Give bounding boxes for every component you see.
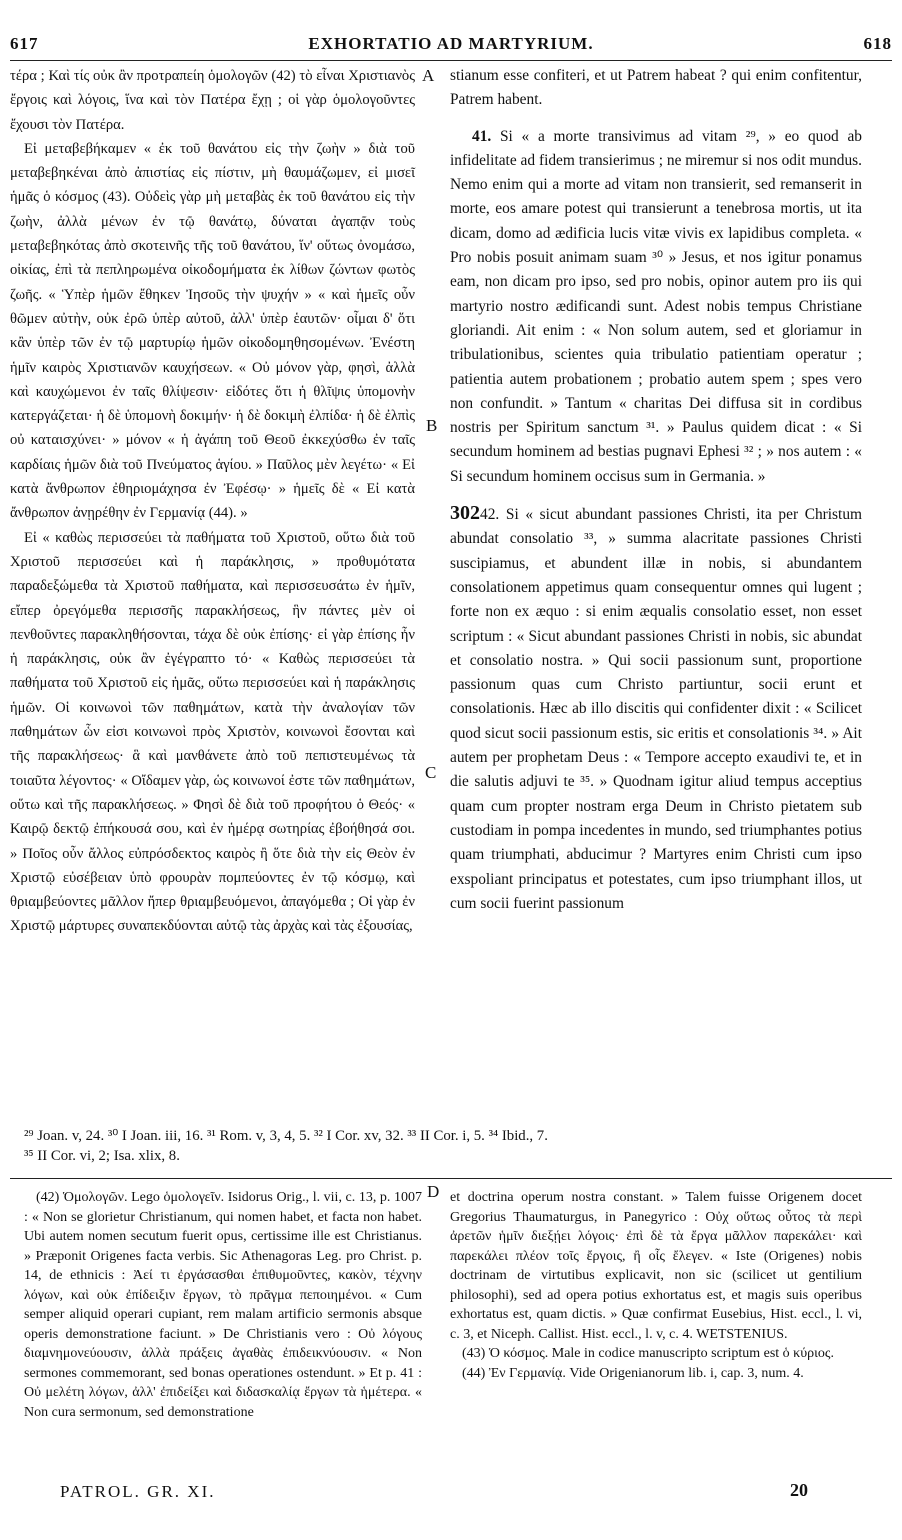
reference-line: ³⁵ II Cor. vi, 2; Isa. xlix, 8. (24, 1148, 180, 1164)
running-header (10, 34, 892, 60)
section-number: 42. (480, 506, 500, 524)
margin-letter-c: C (425, 763, 437, 782)
header-rule (10, 60, 892, 61)
footnote-42: (42) Ὁμολογῶν. Lego ὁμολογεῖν. Isidorus Orig., l. vii, c. 13, p. 1007 : « Non se glorietur Christianum, qui nomen habet, et facta non habet. Ubi autem nomen secutum fuerit opus, certissime ille est Christianus. » Præponit Origenes facta verbis. Sic Athenagoras Leg. pro Christ. p. 14, de ethnicis : Ἀεί τι ἐργάσασθαι ἐπιθυμοῦντες, κακὸν, τέχνην λόγων, καὶ οὐκ ἐπίδειξιν ἔργων, τὸ πρᾶγμα πεποιημένοι. « Cum semper aliquid operari cupiant, rem malam artificio sermonis absque operis demonstratione faciunt. » De Christianis vero : Οὐ λόγους διαμνημονεύουσιν, ἀλλὰ πράξεις ἀγαθὰς ἐπιδεικνύουσιν. « Non sermones commemorant, sed bonas operationes ostendunt. » Et p. 41 : Οὐ μελέτη λόγων, ἀλλ' ἐπιδείξει καὶ διδασκαλίᾳ ἔργων τὰ ἡμέτερα. « Non cura sermonum, sed demonstratione (24, 1190, 422, 1420)
latin-paragraph: 41. Si « a morte transivimus ad vitam ²⁹, » eo quod ab infidelitate ad fidem transierimus ; ne miremur si nos odit mundus. Nemo enim qui a morte ad vitam non transierit, sed remanserit in morte, eos amare potest qui transierunt a tenebrosa mortis, ut ita dicam, domo ad ædificia lucis vitæ vivis ex lapidibus completa. « Pro nobis posuit animam suam ³⁰ » Jesus, et nos igitur ponamus eam, non dicam pro ipso, sed pro nobis, opinor autem pro iis qui martyrio nostro ædificandi sunt. Adest nobis tempus Christiane gloriandi. Ait enim : « Non solum autem, sed et gloriamur in tribulationibus, scientes quia tribulatio patientiam operatur ; patientia autem probationem ; probatio autem spem ; spes vero non confundit. » Tantum « charitas Dei diffusa sit in cordibus nostris per Spiritum sanctum ³¹. » Paulus quidem dicat : « Si secundum hominem ad bestias pugnavi Ephesi ³² ; » nos autem : « Si secundum hominem occisus sum in Germania. » (450, 127, 862, 485)
footnote-rule (10, 1178, 892, 1179)
footnotes-left (24, 1188, 422, 1422)
greek-paragraph: Εἰ « καθὼς περισσεύει τὰ παθήματα τοῦ Χριστοῦ, οὕτω διὰ τοῦ Χριστοῦ περισσεύει καὶ ἡ παράκλησις, » προθυμότατα παραδεξώμεθα τὰ Χριστοῦ παθήματα, καὶ περισσευσάτω ἐν ἡμῖν, εἴπερ ὀρεγόμεθα περισσῆς παρακλήσεως, ἣν πάντες μὲν οἱ πενθοῦντες παρακληθήσονται, τάχα δὲ οὐκ ἐπίσης· εἰ γὰρ ἐπίσης ἦν ἡ παράκλησις, οὐκ ἂν ἐγέγραπτο τό· « Καθὼς περισσεύει τὰ παθήματα τοῦ Χριστοῦ εἰς ἡμᾶς, οὕτω περισσεύει καὶ ἡ παράκλησις ἡμῶν. Οἱ κοινωνοὶ τῶν παθημάτων, κατὰ τὴν ἀναλογίαν τῶν παθημάτων ὧν εἰσι κοινωνοὶ πρὸς Χριστὸν, κοινωνοὶ ἔσονται καὶ τῆς παρακλήσεως· ἃ καὶ μανθάνετε ἀπὸ τοῦ πεπιστευμένως τὰ τοιαῦτα λέγοντος· « Οἴδαμεν γὰρ, ὡς κοινωνοί ἐστε τῶν παθημάτων, οὕτω καὶ τῆς παρακλήσεως. » Φησὶ δὲ διὰ τοῦ προφήτου ὁ Θεός· « Καιρῷ δεκτῷ ἐπήκουσά σου, καὶ ἐν ἡμέρᾳ σωτηρίας ἐβοήθησά σοι. » Ποῖος οὖν ἄλλος εὐπρόσδεκτος καιρὸς ἢ ὅτε διὰ τὴν εἰς Θεὸν ἐν Χριστῷ εὐσέβειαν ὑπὸ φρουρὰν πομπεύοντες ἐν τῷ κόσμῳ, καὶ θριαμβεύοντες μᾶλλον ἤπερ θριαμβευόμενοι, ἀπαγόμεθα ; Οἱ γὰρ ἐν Χριστῷ μάρτυρες συναπεκδύονται αὐτῷ τὰς ἀρχὰς καὶ τὰς ἐξουσίας, (10, 529, 415, 935)
page-number-right: 618 (863, 34, 892, 53)
footnote-42-continued: et doctrina operum nostra constant. » Talem fuisse Origenem docet Gregorius Thaumaturgus, in Panegyrico : Οὐχ οὕτως οὗτος τὰ περὶ ἀρετῶν ἡμῖν διεξῄει λόγοις· ἐπὶ δὲ τὰ ἔργα μᾶλλον παρεκάλει· καὶ παρεκάλει πλέον τοῖς ἔργοις, ἢ οἷς ἔλεγεν. « Iste (Origenes) nobis doctrinam de virtutibus explicavit, non sic (scilicet ut gentilium philosophi), sed ad opera potius exhortatus est, et magis suis operibus exhortatus est, quam dictis. » Quæ confirmat Eusebius, Hist. eccl., l. vi, c. 3, et Niceph. Callist. Hist. eccl., l. v, c. 4. WETSTENIUS. (450, 1190, 862, 1342)
greek-paragraph: Εἰ μεταβεβήκαμεν « ἐκ τοῦ θανάτου εἰς τὴν ζωὴν » διὰ τοῦ μεταβεβηκέναι ἀπὸ ἀπιστίας εἰς πίστιν, μὴ θαυμάζωμεν, εἰ μισεῖ ἡμᾶς ὁ κόσμος (43). Οὐδεὶς γὰρ μὴ μεταβὰς ἐκ τοῦ θανάτου εἰς τὴν ζωὴν, ἀλλὰ μένων ἐν τῷ θανάτῳ, δύναται ἀγαπᾷν τοὺς μεταβεβηκότας ἀπὸ σκοτεινῆς τῆς τοῦ θανάτου, ἵν' οὕτως ὀνομάσω, οἰκίας, ἐπὶ τὰ πεπληρωμένα οἰκοδομήματα ἐκ λίθων ζώντων φωτὸς ζωῆς. « Ὑπὲρ ἡμῶν ἔθηκεν Ἰησοῦς τὴν ψυχήν » « καὶ ἡμεῖς οὖν θῶμεν αὐτὴν, οὐκ ἐρῶ ὑπὲρ αὐτοῦ, ἀλλ' ὑπὲρ ἑαυτῶν· οἶμαι δ' ὅτι κἂν ὑπὲρ τῶν ἐν τῷ μαρτυρίῳ ἡμῶν οἰκοδομηθησομένων. Ἐνέστη ἡμῖν καιρὸς Χριστιανῶν καυχήσεων. « Οὐ μόνον γὰρ, φησὶ, ἀλλὰ καὶ καυχώμενοι ἐν ταῖς θλίψεσιν· εἰδότες ὅτι ἡ θλῖψις ὑπομονὴν κατεργάζεται· ἡ δὲ ὑπομονὴ δοκιμήν· ἡ δὲ δοκιμὴ ἐλπίδα· ἡ δὲ ἐλπὶς οὐ καταισχύνει· » μόνον « ἡ ἀγάπη τοῦ Θεοῦ ἐκκεχύσθω ἐν ταῖς καρδίαις ἡμῶν διὰ τοῦ Πνεύματος ἁγίου. » Παῦλος μὲν λεγέτω· « Εἰ κατὰ ἄνθρωπον ἐθηριομάχησα ἐν Ἐφέσῳ· » ἡμεῖς δὲ « Εἰ κατὰ ἄνθρωπον ἀνῃρέθην ἐν Γερμανίᾳ (44). » (10, 140, 415, 522)
reference-line: ²⁹ Joan. v, 24. ³⁰ I Joan. iii, 16. ³¹ Rom. v, 3, 4, 5. ³² I Cor. xv, 32. ³³ II Cor. i, 5. ³⁴ Ibid., 7. (24, 1128, 548, 1144)
footnotes-right (450, 1188, 862, 1383)
margin-letter-b: B (426, 416, 438, 435)
column-number: 302 (450, 502, 480, 525)
margin-letter-d: D (427, 1182, 440, 1201)
series-signature: PATROL. GR. XI. (60, 1482, 216, 1501)
gathering-signature: 20 (790, 1480, 808, 1500)
latin-paragraph: stianum esse confiteri, et ut Patrem habeat ? qui enim confitentur, Patrem habent. (450, 67, 862, 109)
page-number-left: 617 (10, 34, 39, 53)
greek-column (10, 64, 415, 939)
latin-paragraph: 30242. Si « sicut abundant passiones Christi, ita per Christum abundat consolatio ³³, » summa alacritate passiones Christi suscipiamus, et abundent illæ in nobis, si abundantem consolationem appetimus quam consequentur omnes qui lugent ; forte non ex æquo : si enim æqualis consolatio esset, non esset scriptum : « Sicut abundant passiones Christi in nobis, sic abundat et consolatio nostra. » Qui socii passionum sunt, proportione passionum quas cum Christo partiuntur, socii erunt et consolationis. Hæc ab illo discitis qui confidenter dixit : « Scilicet quod sicut socii passionum estis, sic eritis et consolationis ³⁴. » Ait autem per prophetam Deus : « Tempore accepto exaudivi te, et in die salutis adjuvi te ³⁵. » Quodnam igitur aliud tempus acceptius quam cum propter nostram erga Deum in Christo pietatem sub custodiam in pompa incedentes in mundo, sed triumphantes potius quam triumphati, abducimur ? Martyres enim Christi cum ipso exspoliant principatus et potestates, cum ipso triumphant illos, ut cum socii fuerint passionum (450, 502, 862, 912)
footnote-44: (44) Ἐν Γερμανίᾳ. Vide Origenianorum lib. i, cap. 3, num. 4. (462, 1365, 804, 1381)
running-title: EXHORTATIO AD MARTYRIUM. (308, 34, 594, 53)
scripture-references (24, 1126, 874, 1166)
footnote-43: (43) Ὁ κόσμος. Male in codice manuscripto scriptum est ὁ κύριος. (462, 1346, 834, 1361)
latin-column (450, 64, 862, 916)
margin-letter-a: A (422, 66, 435, 85)
greek-paragraph: τέρα ; Καὶ τίς οὐκ ἂν προτραπείη ὁμολογῶν (42) τὸ εἶναι Χριστιανὸς ἔργοις καὶ λόγοις, ἵνα καὶ τὸν Πατέρα ἔχῃ ; οἱ γὰρ ὁμολογοῦντες ἔχουσι τὸν Πατέρα. (10, 68, 415, 133)
section-number: 41. (472, 127, 492, 145)
